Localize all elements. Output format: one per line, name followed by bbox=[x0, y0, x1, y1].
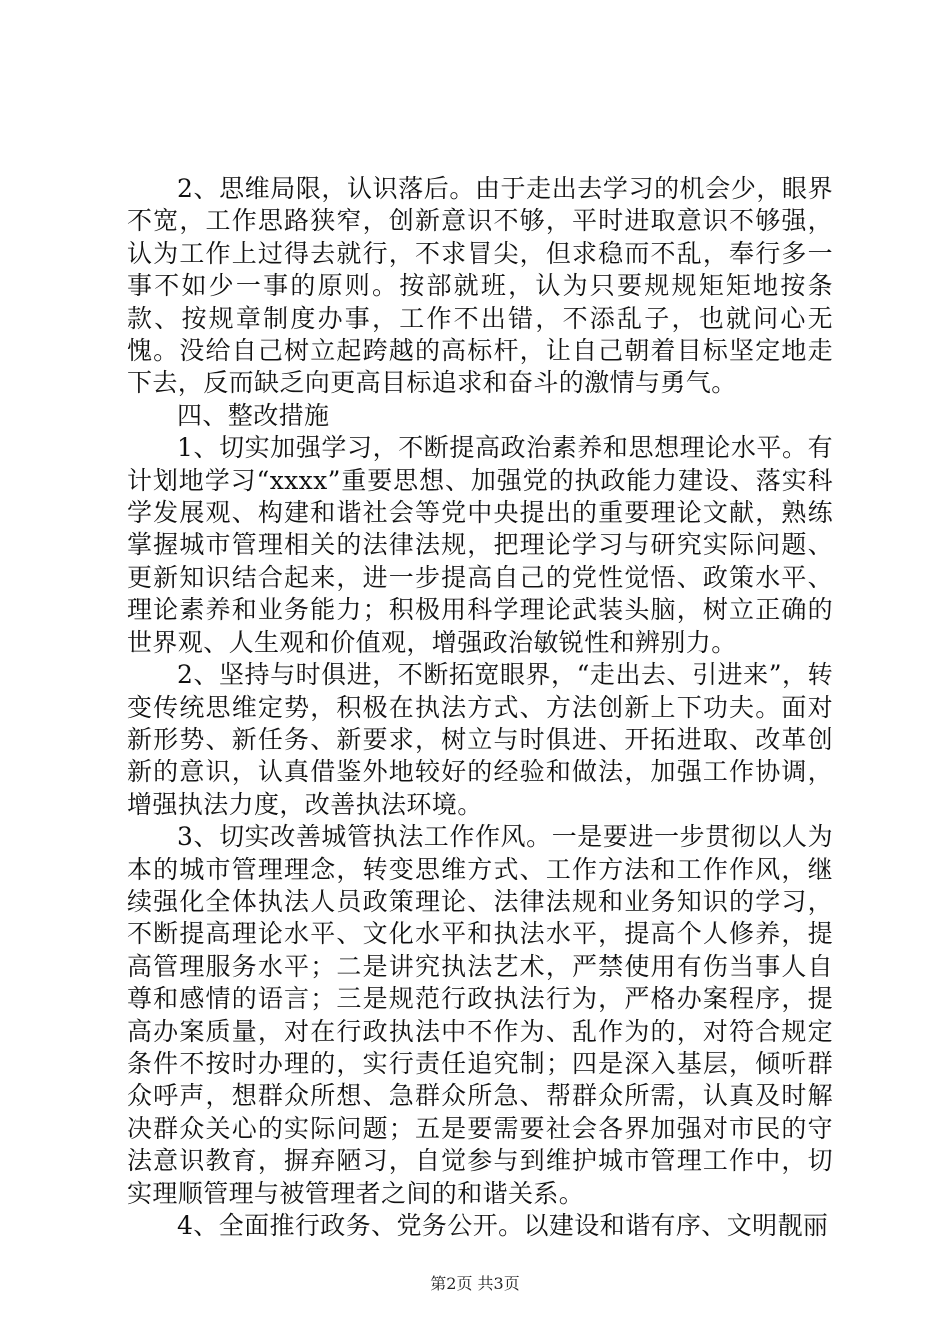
paragraph-measure-work-style: 3、切实改善城管执法工作作风。一是要进一步贯彻以人为本的城市管理理念，转变思维方式、工作方法和工作作风，继续强化全体执法人员政策理论、法律法规和业务知识的学习，不断提高理论水平、文化水平和执法水平，提高个人修养，提高管理服务水平；二是讲究执法艺术，严禁使用有伤当事人自尊和感情的语言；三是规范行政执法行为，严格办案程序，提高办案质量，对在行政执法中不作为、乱作为的，对符合规定条件不按时办理的，实行责任追究制；四是深入基层，倾听群众呼声，想群众所想、急群众所急、帮群众所需，认真及时解决群众关心的实际问题；五是要需要社会各界加强对市民的守法意识教育，摒弃陋习，自觉参与到维护城市管理工作中，切实理顺管理与被管理者之间的和谐关系。 bbox=[127, 822, 833, 1208]
paragraph-measure-study: 1、切实加强学习，不断提高政治素养和思想理论水平。有计划地学习“xxxx”重要思想、加强党的执政能力建设、落实科学发展观、构建和谐社会等党中央提出的重要理论文献，熟练掌握城市管理相关的法律法规，把理论学习与研究实际问题、更新知识结合起来，进一步提高自己的党性觉悟、政策水平、理论素养和业务能力；积极用科学理论武装头脑，树立正确的世界观、人生观和价值观，增强政治敏锐性和辨别力。 bbox=[127, 433, 833, 657]
paragraph-thinking-limits: 2、思维局限，认识落后。由于走出去学习的机会少，眼界不宽，工作思路狭窄，创新意识不够，平时进取意识不够强，认为工作上过得去就行，不求冒尖，但求稳而不乱，奉行多一事不如少一事的原则。按部就班，认为只要规规矩矩地按条款、按规章制度办事，工作不出错，不添乱子，也就问心无愧。没给自己树立起跨越的高标杆，让自己朝着目标坚定地走下去，反而缺乏向更高目标追求和奋斗的激情与勇气。 bbox=[127, 174, 833, 398]
section-heading-rectification: 四、整改措施 bbox=[177, 400, 330, 430]
paragraph-measure-progress: 2、坚持与时俱进，不断拓宽眼界，“走出去、引进来”，转变传统思维定势，积极在执法方式、方法创新上下功夫。面对新形势、新任务、新要求，树立与时俱进、开拓进取、改革创新的意识，认真借鉴外地较好的经验和做法，加强工作协调，增强执法力度，改善执法环境。 bbox=[127, 660, 833, 819]
paragraph-measure-openness: 4、全面推行政务、党务公开。以建设和谐有序、文明靓丽 bbox=[177, 1211, 829, 1240]
document-body bbox=[127, 173, 833, 1242]
page-number-footer: 第2页 共3页 bbox=[430, 1274, 520, 1293]
